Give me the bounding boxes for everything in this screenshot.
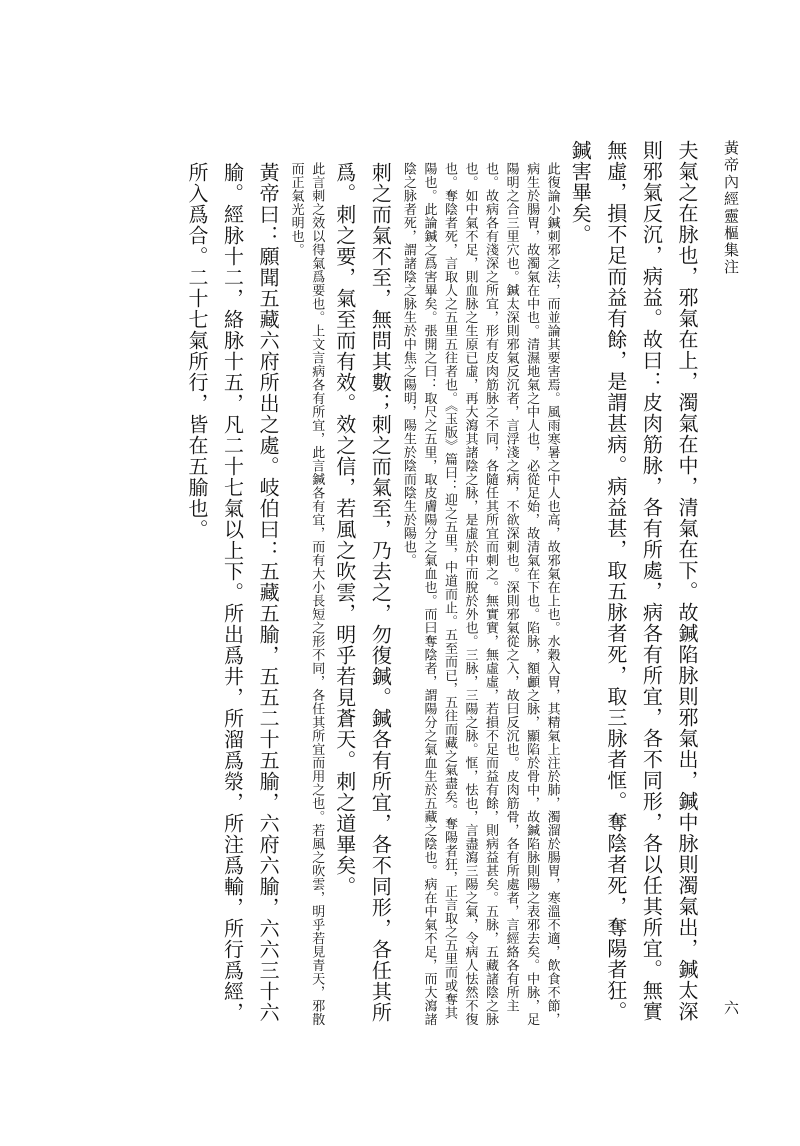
running-header-title: 黃帝內經靈樞集注 [722,140,740,276]
vertical-text-body [144,140,704,1030]
commentary-paragraph: 此言刺之效以得氣爲要也。上文言病各有所宜，此言鍼各有宜，而有大小長短之形不同，各任其所宜而用之也。若風之吹雲，明乎若見青天，邪散而正氣光明也。 [288,162,325,1026]
page-number: 六 [722,1000,740,1015]
main-text-paragraph: 刺之而氣不至，無問其數；刺之而氣至，乃去之，勿復鍼。鍼各有所宜，各不同形，各任其所爲。刺之要，氣至而有效。效之信，若風之吹雲，明乎若見蒼天。刺之道畢矣。 [332,162,393,1023]
main-text-paragraph: 黃帝曰：願聞五藏六府所出之處。岐伯曰：五藏五腧，五五二十五腧，六府六腧，六六三十六腧。經脉十二，絡脉十五，凡二十七氣以上下。所出爲井，所溜爲滎，所注爲輸，所行爲經，所入爲合。二十七氣所行，皆在五腧也。 [184,162,281,1023]
main-text-paragraph: 夫氣之在脉也，邪氣在上，濁氣在中，清氣在下。故鍼陷脉則邪氣出，鍼中脉則濁氣出，鍼太深則邪氣反沉，病益。故曰：皮肉筋脉，各有所處，病各有所宜，各不同形，各以任其所宜。無實無虛，損不足而益有餘，是謂甚病。病益甚，取五脉者死，取三脉者恇。奪陰者死，奪陽者狂。鍼害畢矣。 [568,140,699,1022]
commentary-paragraph: 此復論小鍼刺邪之法，而並論其要害焉。風雨寒暑之中人也高，故邪氣在上也。水穀入胃，其精氣上注於肺，濁溜於腸胃，寒溫不適，飲食不節，病生於腸胃，故濁氣在中也。清濕地氣之中人也，必從足始，故清氣在下也。陷脉，額顱之脉，顯陷於骨中，故鍼陷脉則陽之表邪去矣。中脉，足陽明之合三里穴也。鍼太深則邪氣反沉者，言浮淺之病，不欲深刺也。深則邪氣從之入，故曰反沉也。皮肉筋骨，各有所處者，言經絡各有所主也。故病各有淺深之所宜，形有皮肉筋脉之不同，各隨任其所宜而刺之。無實實，無虛虛，若損不足而益有餘，則病益甚矣。五脉，五藏諸陰之脉也。如中氣不足，則血脉之生原已虛，再大瀉其諸陰之脉，是虛於中而脫於外也。三脉，三陽之脉。恇，怯也，言盡瀉三陽之氣，令病人怯然不復也。奪陰者死，言取人之五里五往者也。《玉版》篇曰：迎之五里，中道而止。五至而已，五往而藏之氣盡矣。奪陽者狂，正言取之五里而或奪其陽也。此論鍼之爲害畢矣。張開之曰：取尺之五里，取皮膚陽分之氣血也。而曰奪陰者，謂陽分之氣血生於五藏之陰也。病在中氣不足，而大瀉諸陰之脉者死，謂諸陰之脉生於中焦之陽明，陽生於陰而陰生於陽也。 [400,162,560,1026]
